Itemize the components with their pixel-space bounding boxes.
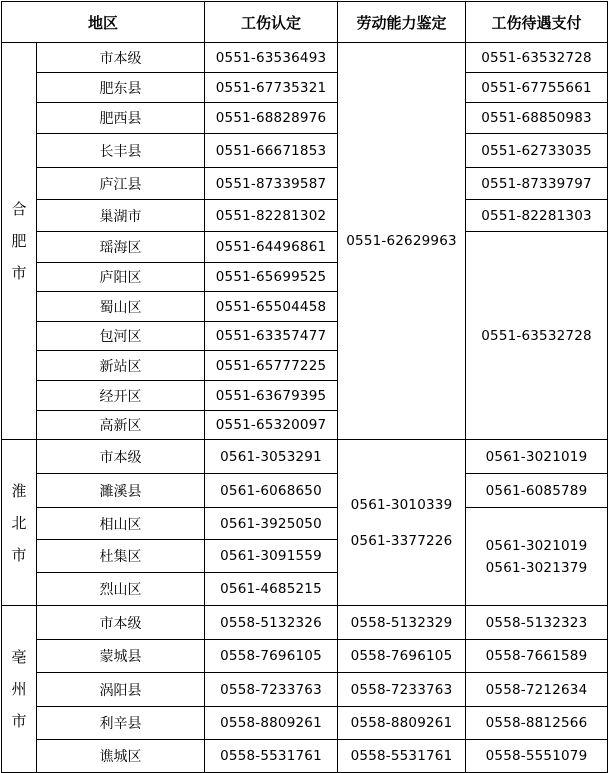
injury-cert-phone: 0558-7696105 xyxy=(205,640,338,673)
benefit-phone: 0558-5551079 xyxy=(466,740,608,773)
district-cell: 涡阳县 xyxy=(37,673,205,707)
benefit-phone: 0551-68850983 xyxy=(466,103,608,134)
header-region: 地区 xyxy=(2,2,205,43)
header-row xyxy=(2,2,608,43)
labor-assess-phone: 0558-5132329 xyxy=(338,606,466,640)
injury-cert-phone: 0561-3091559 xyxy=(205,540,338,573)
district-cell: 经开区 xyxy=(37,381,205,411)
district-cell: 谯城区 xyxy=(37,740,205,773)
table-row xyxy=(2,200,608,232)
district-cell: 庐阳区 xyxy=(37,263,205,292)
benefit-phone: 0551-87339797 xyxy=(466,168,608,200)
benefit-phone: 0561-3021019 xyxy=(466,440,608,474)
district-cell: 杜集区 xyxy=(37,540,205,573)
district-cell: 高新区 xyxy=(37,411,205,440)
contact-table xyxy=(1,1,608,773)
injury-cert-phone: 0558-8809261 xyxy=(205,707,338,740)
injury-cert-phone: 0551-65504458 xyxy=(205,292,338,322)
injury-cert-phone: 0551-66671853 xyxy=(205,134,338,168)
labor-assess-phone: 0558-7696105 xyxy=(338,640,466,673)
benefit-phone: 0558-7661589 xyxy=(466,640,608,673)
labor-assess-phone: 0561-3010339 0561-3377226 xyxy=(338,440,466,606)
district-cell: 新站区 xyxy=(37,351,205,381)
benefit-phone-shared: 0551-63532728 xyxy=(466,232,608,440)
benefit-phone: 0561-6085789 xyxy=(466,474,608,508)
table-row xyxy=(2,168,608,200)
district-cell: 肥西县 xyxy=(37,103,205,134)
district-cell: 烈山区 xyxy=(37,573,205,606)
table-row xyxy=(2,508,608,540)
district-cell: 利辛县 xyxy=(37,707,205,740)
injury-cert-phone: 0551-87339587 xyxy=(205,168,338,200)
benefit-phone: 0558-8812566 xyxy=(466,707,608,740)
injury-cert-phone: 0551-67735321 xyxy=(205,73,338,103)
district-cell: 肥东县 xyxy=(37,73,205,103)
district-cell: 濉溪县 xyxy=(37,474,205,508)
injury-cert-phone: 0551-63679395 xyxy=(205,381,338,411)
labor-assess-phone: 0551-62629963 xyxy=(338,43,466,440)
header-injury-cert: 工伤认定 xyxy=(205,2,338,43)
table-row xyxy=(2,640,608,673)
district-cell: 蜀山区 xyxy=(37,292,205,322)
district-cell: 市本级 xyxy=(37,440,205,474)
district-cell: 包河区 xyxy=(37,322,205,351)
city-cell-bozhou: 亳 州 市 xyxy=(2,606,37,773)
injury-cert-phone: 0561-3925050 xyxy=(205,508,338,540)
benefit-phone: 0551-82281303 xyxy=(466,200,608,232)
table-row xyxy=(2,740,608,773)
table-row xyxy=(2,103,608,134)
injury-cert-phone: 0558-5132326 xyxy=(205,606,338,640)
district-cell: 长丰县 xyxy=(37,134,205,168)
table-row xyxy=(2,43,608,73)
labor-assess-phone: 0558-8809261 xyxy=(338,707,466,740)
district-cell: 市本级 xyxy=(37,43,205,73)
benefit-phone: 0551-62733035 xyxy=(466,134,608,168)
header-benefit-pay: 工伤待遇支付 xyxy=(466,2,608,43)
table-row xyxy=(2,440,608,474)
city-cell-hefei: 合 肥 市 xyxy=(2,43,37,440)
injury-cert-phone: 0551-65320097 xyxy=(205,411,338,440)
benefit-phone: 0551-63532728 xyxy=(466,43,608,73)
table-row xyxy=(2,73,608,103)
injury-cert-phone: 0561-6068650 xyxy=(205,474,338,508)
injury-cert-phone: 0551-82281302 xyxy=(205,200,338,232)
injury-cert-phone: 0551-63536493 xyxy=(205,43,338,73)
district-cell: 市本级 xyxy=(37,606,205,640)
injury-cert-phone: 0561-3053291 xyxy=(205,440,338,474)
benefit-phone: 0558-7212634 xyxy=(466,673,608,707)
table-row xyxy=(2,134,608,168)
injury-cert-phone: 0551-64496861 xyxy=(205,232,338,263)
benefit-phone-shared: 0561-3021019 0561-3021379 xyxy=(466,508,608,606)
district-cell: 相山区 xyxy=(37,508,205,540)
injury-cert-phone: 0561-4685215 xyxy=(205,573,338,606)
injury-cert-phone: 0551-63357477 xyxy=(205,322,338,351)
table-row xyxy=(2,232,608,263)
table-row xyxy=(2,474,608,508)
injury-cert-phone: 0551-65699525 xyxy=(205,263,338,292)
labor-assess-phone: 0558-5531761 xyxy=(338,740,466,773)
district-cell: 巢湖市 xyxy=(37,200,205,232)
district-cell: 瑶海区 xyxy=(37,232,205,263)
benefit-phone: 0558-5132323 xyxy=(466,606,608,640)
table-row xyxy=(2,606,608,640)
injury-cert-phone: 0551-65777225 xyxy=(205,351,338,381)
table-row xyxy=(2,673,608,707)
table-row xyxy=(2,707,608,740)
district-cell: 庐江县 xyxy=(37,168,205,200)
district-cell: 蒙城县 xyxy=(37,640,205,673)
injury-cert-phone: 0551-68828976 xyxy=(205,103,338,134)
injury-cert-phone: 0558-7233763 xyxy=(205,673,338,707)
header-labor-assess: 劳动能力鉴定 xyxy=(338,2,466,43)
city-cell-huaibei: 淮 北 市 xyxy=(2,440,37,606)
benefit-phone: 0551-67755661 xyxy=(466,73,608,103)
labor-assess-phone: 0558-7233763 xyxy=(338,673,466,707)
injury-cert-phone: 0558-5531761 xyxy=(205,740,338,773)
